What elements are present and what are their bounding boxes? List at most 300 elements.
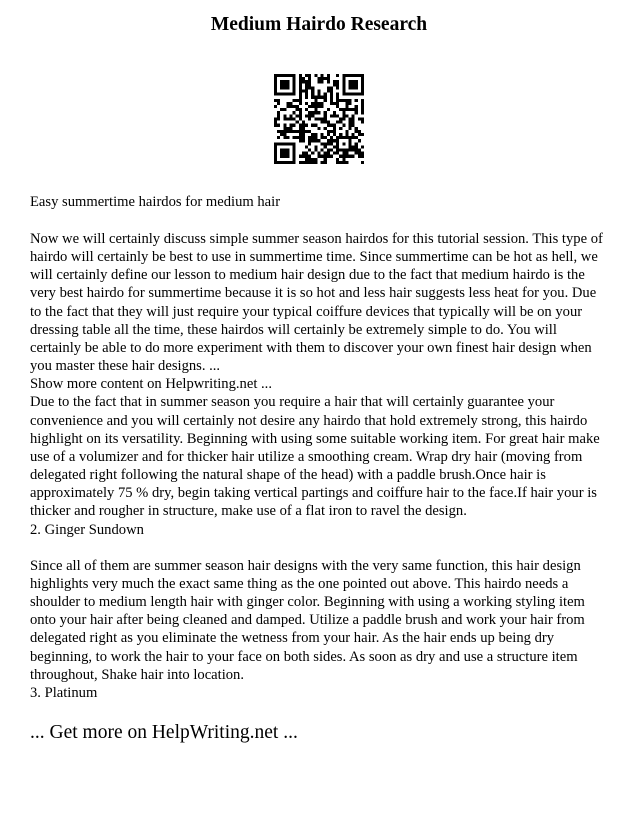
qr-module bbox=[314, 108, 317, 111]
qr-module bbox=[352, 121, 355, 124]
qr-module bbox=[311, 124, 314, 127]
qr-module bbox=[283, 127, 286, 130]
qr-module bbox=[321, 155, 324, 158]
qr-module bbox=[317, 155, 320, 158]
qr-module bbox=[302, 136, 305, 139]
qr-module bbox=[361, 117, 364, 120]
qr-module bbox=[321, 102, 324, 105]
qr-module bbox=[352, 133, 355, 136]
qr-module bbox=[293, 74, 296, 77]
qr-module bbox=[345, 155, 348, 158]
qr-module bbox=[342, 158, 345, 161]
qr-module bbox=[361, 74, 364, 77]
qr-module bbox=[358, 155, 361, 158]
qr-module bbox=[361, 155, 364, 158]
qr-module bbox=[327, 124, 330, 127]
qr-module bbox=[299, 83, 302, 86]
qr-module bbox=[274, 90, 277, 93]
qr-module bbox=[324, 99, 327, 102]
qr-module bbox=[342, 86, 345, 89]
qr-module bbox=[339, 121, 342, 124]
qr-module bbox=[358, 139, 361, 142]
qr-module bbox=[327, 80, 330, 83]
qr-module bbox=[308, 158, 311, 161]
qr-module bbox=[355, 108, 358, 111]
qr-module bbox=[311, 152, 314, 155]
qr-module bbox=[308, 142, 311, 145]
qr-module bbox=[274, 148, 277, 151]
qr-module bbox=[342, 136, 345, 139]
qr-module bbox=[355, 148, 358, 151]
qr-module bbox=[305, 83, 308, 86]
qr-module bbox=[305, 86, 308, 89]
qr-module bbox=[333, 152, 336, 155]
qr-module bbox=[274, 158, 277, 161]
qr-module bbox=[321, 121, 324, 124]
qr-module bbox=[280, 74, 283, 77]
qr-module bbox=[302, 130, 305, 133]
qr-module bbox=[286, 83, 289, 86]
qr-module bbox=[336, 136, 339, 139]
qr-module bbox=[311, 96, 314, 99]
qr-module bbox=[327, 152, 330, 155]
qr-module bbox=[314, 161, 317, 164]
qr-module bbox=[308, 111, 311, 114]
qr-module bbox=[293, 148, 296, 151]
qr-code-graphic bbox=[274, 74, 364, 164]
qr-module bbox=[345, 102, 348, 105]
qr-module bbox=[361, 77, 364, 80]
qr-module bbox=[321, 96, 324, 99]
qr-module bbox=[308, 117, 311, 120]
qr-module bbox=[321, 80, 324, 83]
qr-module bbox=[305, 145, 308, 148]
qr-module bbox=[336, 145, 339, 148]
qr-module bbox=[283, 86, 286, 89]
qr-module bbox=[361, 80, 364, 83]
qr-module bbox=[355, 105, 358, 108]
qr-module bbox=[352, 145, 355, 148]
qr-module bbox=[290, 114, 293, 117]
qr-module bbox=[286, 142, 289, 145]
qr-module bbox=[293, 93, 296, 96]
qr-module bbox=[348, 80, 351, 83]
qr-module bbox=[324, 145, 327, 148]
qr-module bbox=[280, 80, 283, 83]
qr-module bbox=[321, 74, 324, 77]
qr-module bbox=[342, 80, 345, 83]
qr-module bbox=[299, 86, 302, 89]
qr-module bbox=[361, 90, 364, 93]
qr-module bbox=[352, 117, 355, 120]
qr-module bbox=[277, 136, 280, 139]
qr-module bbox=[314, 96, 317, 99]
qr-module bbox=[290, 161, 293, 164]
qr-module bbox=[277, 99, 280, 102]
qr-module bbox=[290, 127, 293, 130]
paragraph-intro: Now we will certainly discuss simple summer season hairdos for this tutorial session. This type of hairdo will certainly be best to use in summertime time. Since summertime can be hot as hell, we will certainly define our lesson to medium hair design due to the fact that medium hairdo is the very best hairdo for summertime because it is so hot and less hair suggests less heat for you. Due to the fact that they will just require your typical coiffure devices that typically will be on your dressing table all the time, these hairdos will certainly be extremely simple to do. You will certainly be able to do more experiment with them to discover your own finest hair design when you master these hair designs. ... bbox=[30, 231, 603, 375]
qr-module bbox=[327, 133, 330, 136]
qr-module bbox=[302, 155, 305, 158]
qr-module bbox=[283, 117, 286, 120]
qr-module bbox=[283, 155, 286, 158]
qr-module bbox=[330, 124, 333, 127]
qr-module bbox=[333, 111, 336, 114]
qr-module bbox=[348, 93, 351, 96]
qr-module bbox=[286, 148, 289, 151]
qr-module bbox=[280, 130, 283, 133]
qr-module bbox=[277, 124, 280, 127]
qr-module bbox=[321, 148, 324, 151]
qr-module bbox=[342, 90, 345, 93]
qr-module bbox=[330, 155, 333, 158]
qr-module bbox=[348, 74, 351, 77]
qr-module bbox=[321, 136, 324, 139]
qr-module bbox=[361, 99, 364, 102]
qr-module bbox=[342, 83, 345, 86]
show-more-link[interactable]: Show more content on Helpwriting.net ... bbox=[30, 376, 272, 393]
qr-module bbox=[286, 127, 289, 130]
qr-module bbox=[308, 136, 311, 139]
qr-module bbox=[277, 111, 280, 114]
subtitle: Easy summertime hairdos for medium hair bbox=[30, 194, 281, 210]
qr-module bbox=[286, 136, 289, 139]
qr-module bbox=[324, 142, 327, 145]
qr-module bbox=[305, 80, 308, 83]
qr-module bbox=[299, 99, 302, 102]
qr-module bbox=[348, 83, 351, 86]
qr-module bbox=[277, 93, 280, 96]
qr-module bbox=[317, 127, 320, 130]
qr-module bbox=[317, 77, 320, 80]
qr-module bbox=[339, 99, 342, 102]
qr-module bbox=[299, 124, 302, 127]
qr-module bbox=[293, 117, 296, 120]
qr-module bbox=[277, 161, 280, 164]
qr-module bbox=[299, 90, 302, 93]
qr-module bbox=[327, 155, 330, 158]
get-more-link[interactable]: ... Get more on HelpWriting.net ... bbox=[30, 722, 298, 744]
qr-module bbox=[296, 136, 299, 139]
qr-module bbox=[299, 155, 302, 158]
qr-module bbox=[355, 93, 358, 96]
qr-module bbox=[330, 130, 333, 133]
qr-module bbox=[299, 161, 302, 164]
qr-module bbox=[361, 108, 364, 111]
qr-module bbox=[361, 83, 364, 86]
paragraph-spacer bbox=[30, 539, 608, 557]
qr-module bbox=[274, 121, 277, 124]
qr-module bbox=[342, 99, 345, 102]
qr-module bbox=[324, 96, 327, 99]
qr-module bbox=[333, 130, 336, 133]
qr-module bbox=[311, 90, 314, 93]
qr-module bbox=[277, 117, 280, 120]
qr-module bbox=[324, 114, 327, 117]
qr-module bbox=[324, 127, 327, 130]
qr-module bbox=[352, 83, 355, 86]
qr-module bbox=[283, 74, 286, 77]
qr-module bbox=[283, 142, 286, 145]
qr-module bbox=[339, 133, 342, 136]
qr-module bbox=[305, 155, 308, 158]
qr-module bbox=[305, 152, 308, 155]
qr-module bbox=[311, 158, 314, 161]
qr-module bbox=[361, 93, 364, 96]
qr-module bbox=[327, 142, 330, 145]
qr-module bbox=[317, 90, 320, 93]
qr-module bbox=[342, 148, 345, 151]
qr-module bbox=[361, 102, 364, 105]
qr-module bbox=[274, 124, 277, 127]
qr-module bbox=[296, 105, 299, 108]
qr-module bbox=[342, 142, 345, 145]
qr-module bbox=[314, 74, 317, 77]
qr-module bbox=[274, 161, 277, 164]
qr-module bbox=[333, 83, 336, 86]
qr-module bbox=[305, 96, 308, 99]
qr-module bbox=[314, 102, 317, 105]
qr-module bbox=[358, 74, 361, 77]
qr-module bbox=[317, 96, 320, 99]
qr-module bbox=[274, 155, 277, 158]
qr-module bbox=[283, 83, 286, 86]
qr-module bbox=[286, 130, 289, 133]
qr-module bbox=[308, 161, 311, 164]
qr-module bbox=[290, 105, 293, 108]
qr-module bbox=[314, 117, 317, 120]
qr-module bbox=[317, 152, 320, 155]
qr-module bbox=[327, 148, 330, 151]
qr-module bbox=[308, 83, 311, 86]
qr-module bbox=[345, 114, 348, 117]
qr-module bbox=[293, 145, 296, 148]
qr-module bbox=[333, 145, 336, 148]
qr-module bbox=[274, 145, 277, 148]
qr-module bbox=[280, 148, 283, 151]
paragraph-main: Due to the fact that in summer season you require a hair that will certainly guarantee your convenience and you will certainly not desire any hairdo that hold extremely strong, this hairdo highlight on its versatility. Beginning with using some suitable working item. For great hair make use of a volumizer and for thicker hair utilize a smoothing cream. Wrap dry hair (moving from delegated right following the natural shape of the head) with a paddle brush.Once hair is approximately 75 % dry, begin taking vertical partings and coiffure hair to the face.If hair your is thicker and rougher in structure, make use of a flat iron to ravel the design. bbox=[30, 394, 600, 520]
qr-module bbox=[330, 90, 333, 93]
qr-module bbox=[305, 93, 308, 96]
qr-module bbox=[290, 124, 293, 127]
qr-module bbox=[324, 152, 327, 155]
qr-module bbox=[345, 99, 348, 102]
qr-module bbox=[314, 136, 317, 139]
qr-module bbox=[342, 161, 345, 164]
qr-module bbox=[314, 99, 317, 102]
qr-module bbox=[314, 133, 317, 136]
qr-module bbox=[296, 130, 299, 133]
qr-module bbox=[348, 136, 351, 139]
qr-module bbox=[327, 77, 330, 80]
qr-module bbox=[361, 133, 364, 136]
qr-module bbox=[311, 139, 314, 142]
qr-module bbox=[348, 145, 351, 148]
page-title: Medium Hairdo Research bbox=[210, 14, 428, 35]
qr-module bbox=[345, 161, 348, 164]
qr-module bbox=[283, 148, 286, 151]
qr-module bbox=[274, 93, 277, 96]
qr-module bbox=[324, 161, 327, 164]
qr-module bbox=[280, 161, 283, 164]
qr-module bbox=[308, 105, 311, 108]
qr-module bbox=[290, 93, 293, 96]
qr-module bbox=[336, 96, 339, 99]
qr-module bbox=[314, 111, 317, 114]
qr-module bbox=[352, 148, 355, 151]
qr-module bbox=[305, 161, 308, 164]
qr-module bbox=[348, 124, 351, 127]
qr-module bbox=[299, 127, 302, 130]
qr-module bbox=[348, 142, 351, 145]
qr-module bbox=[311, 161, 314, 164]
qr-module bbox=[286, 80, 289, 83]
qr-module bbox=[293, 80, 296, 83]
qr-module bbox=[348, 127, 351, 130]
qr-module bbox=[293, 90, 296, 93]
qr-module bbox=[336, 102, 339, 105]
qr-module bbox=[348, 148, 351, 151]
qr-module bbox=[336, 139, 339, 142]
qr-module bbox=[277, 130, 280, 133]
qr-module bbox=[308, 148, 311, 151]
qr-module bbox=[314, 105, 317, 108]
qr-module bbox=[286, 105, 289, 108]
qr-module bbox=[302, 127, 305, 130]
qr-module bbox=[293, 158, 296, 161]
qr-module bbox=[299, 80, 302, 83]
qr-module bbox=[293, 161, 296, 164]
qr-module bbox=[314, 124, 317, 127]
qr-module bbox=[336, 83, 339, 86]
qr-module bbox=[330, 142, 333, 145]
qr-module bbox=[327, 121, 330, 124]
qr-module bbox=[330, 86, 333, 89]
qr-module bbox=[311, 102, 314, 105]
qr-module bbox=[336, 93, 339, 96]
qr-module bbox=[308, 155, 311, 158]
qr-module bbox=[342, 108, 345, 111]
qr-module bbox=[324, 93, 327, 96]
qr-module bbox=[280, 142, 283, 145]
qr-module bbox=[342, 74, 345, 77]
qr-module bbox=[296, 121, 299, 124]
qr-module bbox=[305, 124, 308, 127]
qr-module bbox=[330, 96, 333, 99]
qr-module bbox=[286, 102, 289, 105]
qr-module bbox=[293, 130, 296, 133]
qr-module bbox=[355, 127, 358, 130]
qr-module bbox=[336, 105, 339, 108]
qr-module bbox=[277, 102, 280, 105]
qr-module bbox=[280, 93, 283, 96]
qr-module bbox=[321, 133, 324, 136]
qr-module bbox=[342, 111, 345, 114]
qr-module bbox=[305, 74, 308, 77]
qr-module bbox=[330, 102, 333, 105]
qr-module bbox=[327, 86, 330, 89]
qr-module bbox=[348, 155, 351, 158]
qr-module bbox=[361, 121, 364, 124]
qr-module bbox=[293, 111, 296, 114]
qr-module bbox=[317, 102, 320, 105]
qr-module bbox=[345, 130, 348, 133]
qr-module bbox=[311, 136, 314, 139]
qr-module bbox=[348, 102, 351, 105]
qr-module bbox=[293, 99, 296, 102]
qr-module bbox=[302, 152, 305, 155]
qr-module bbox=[299, 96, 302, 99]
qr-module bbox=[286, 161, 289, 164]
qr-module bbox=[342, 155, 345, 158]
qr-module bbox=[358, 152, 361, 155]
qr-module bbox=[314, 158, 317, 161]
qr-module bbox=[293, 124, 296, 127]
qr-module bbox=[311, 86, 314, 89]
qr-module bbox=[321, 142, 324, 145]
qr-module bbox=[330, 148, 333, 151]
qr-module bbox=[308, 80, 311, 83]
qr-module bbox=[290, 130, 293, 133]
qr-module bbox=[302, 139, 305, 142]
qr-module bbox=[336, 158, 339, 161]
qr-module bbox=[358, 93, 361, 96]
qr-module bbox=[293, 136, 296, 139]
qr-module bbox=[311, 105, 314, 108]
qr-module bbox=[342, 93, 345, 96]
qr-module bbox=[317, 93, 320, 96]
qr-module bbox=[274, 86, 277, 89]
qr-module bbox=[317, 111, 320, 114]
qr-module bbox=[330, 136, 333, 139]
qr-module bbox=[348, 139, 351, 142]
qr-module bbox=[342, 124, 345, 127]
qr-module bbox=[348, 86, 351, 89]
qr-module bbox=[324, 158, 327, 161]
qr-module bbox=[345, 152, 348, 155]
paragraph-ginger-sundown: Since all of them are summer season hair designs with the very same function, this hair design highlights very much the exact same thing as the one pointed out above. This hairdo needs a shoulder to medium length hair with ginger color. Beginning with using a working styling item onto your hair after being cleaned and damped. Utilize a paddle brush and work your hair from delegated right as you eliminate the wetness from your hair. As the hair ends up being dry beginning, to work the hair to your face on both sides. As soon as dry and use a structure item throughout, Shake hair into location. bbox=[30, 557, 585, 683]
qr-module bbox=[277, 74, 280, 77]
qr-module bbox=[361, 86, 364, 89]
qr-module bbox=[330, 114, 333, 117]
qr-module bbox=[290, 117, 293, 120]
qr-module bbox=[339, 136, 342, 139]
qr-module bbox=[308, 77, 311, 80]
qr-module bbox=[342, 77, 345, 80]
qr-module bbox=[342, 117, 345, 120]
qr-module bbox=[352, 86, 355, 89]
qr-module bbox=[299, 136, 302, 139]
qr-module bbox=[283, 133, 286, 136]
qr-module bbox=[274, 99, 277, 102]
qr-module bbox=[283, 80, 286, 83]
qr-module bbox=[299, 114, 302, 117]
qr-module bbox=[333, 124, 336, 127]
qr-module bbox=[311, 133, 314, 136]
qr-module bbox=[358, 148, 361, 151]
qr-module bbox=[293, 77, 296, 80]
qr-module bbox=[348, 108, 351, 111]
qr-module bbox=[283, 93, 286, 96]
qr-module bbox=[299, 139, 302, 142]
qr-module bbox=[321, 105, 324, 108]
qr-module bbox=[361, 161, 364, 164]
qr-module bbox=[283, 152, 286, 155]
qr-module bbox=[339, 117, 342, 120]
qr-module bbox=[333, 114, 336, 117]
qr-module bbox=[333, 133, 336, 136]
article-body bbox=[30, 230, 608, 702]
